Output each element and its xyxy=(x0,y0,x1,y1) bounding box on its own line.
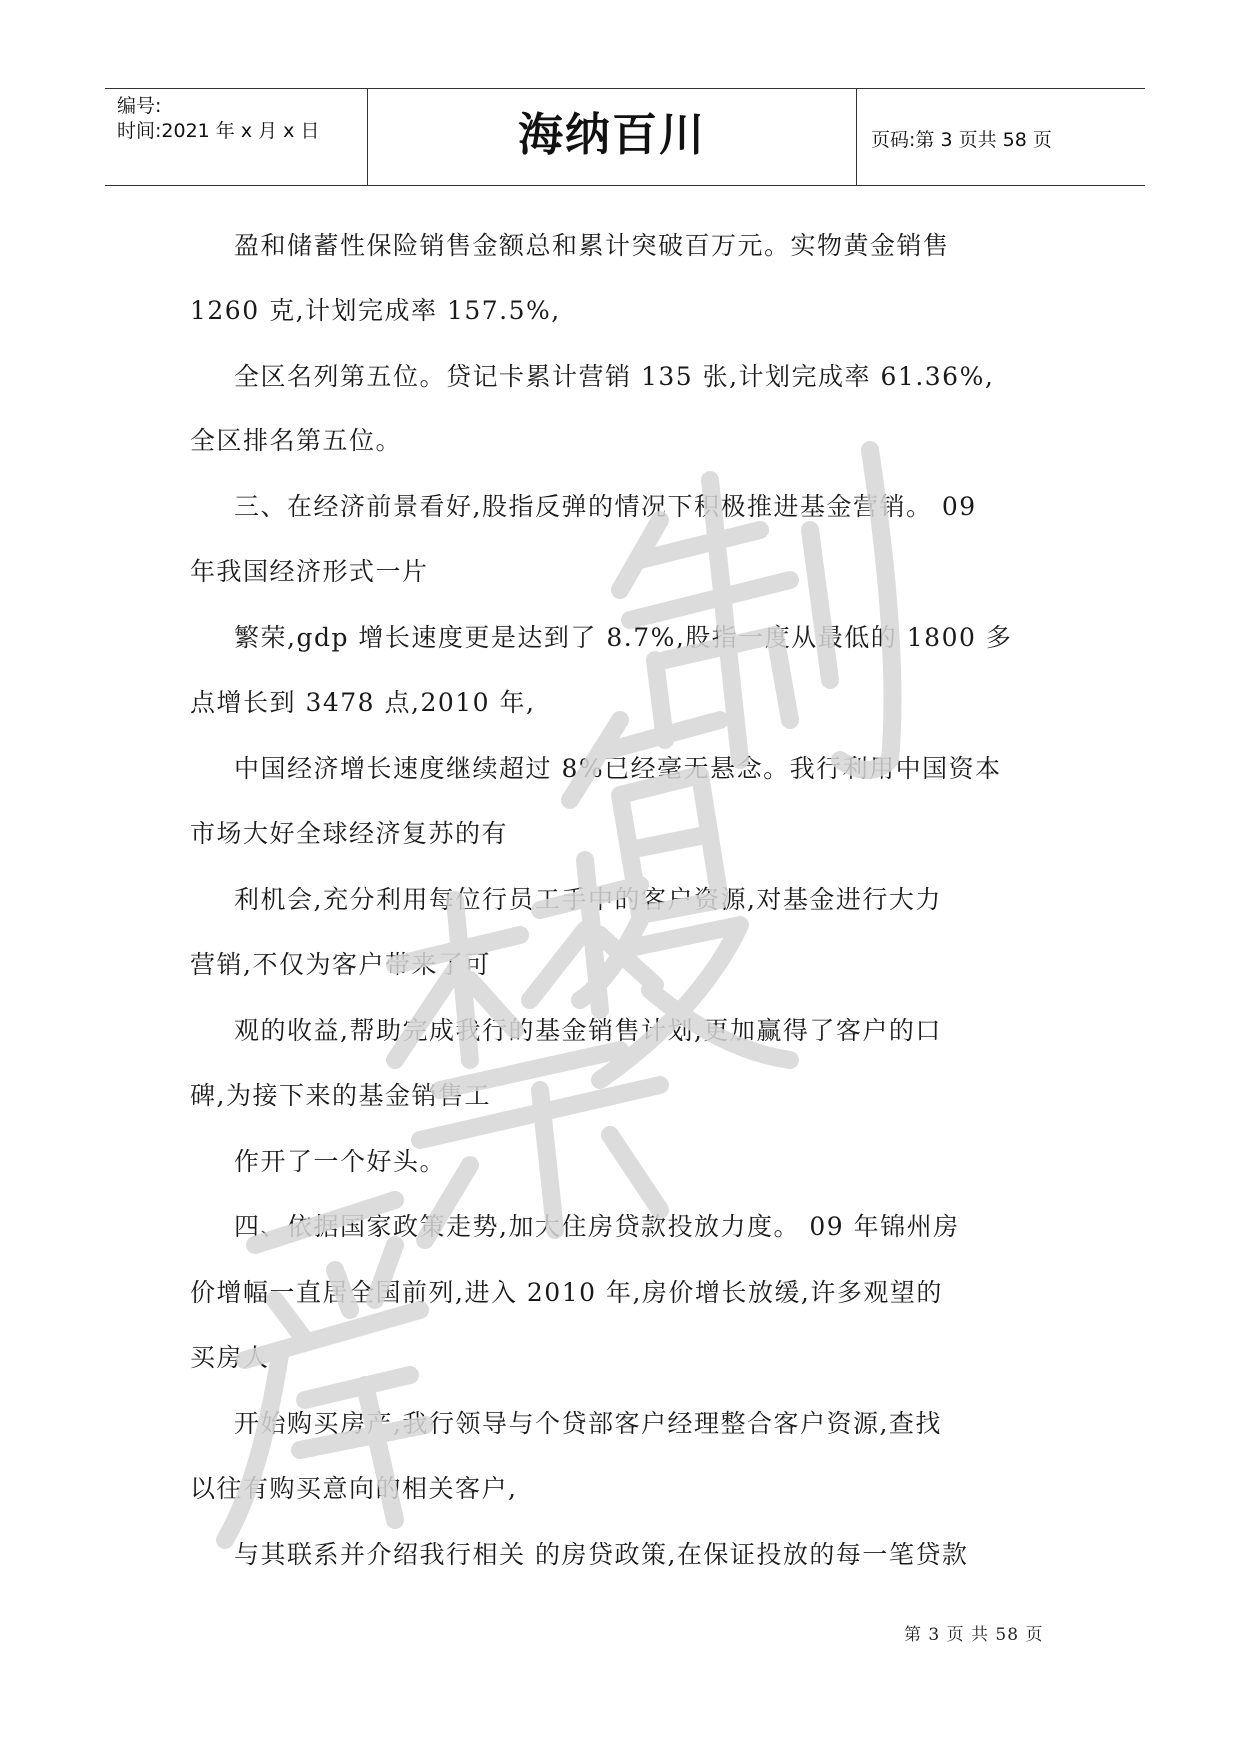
paragraph-line: 全区名列第五位。贷记卡累计营销 135 张,计划完成率 61.36%, xyxy=(234,362,995,391)
paragraph-line: 四、依据国家政策走势,加大住房贷款投放力度。 09 年锦州房 xyxy=(234,1212,960,1241)
brand-title: 海纳百川 xyxy=(517,108,706,161)
paragraph-line: 观的收益,帮助完成我行的基金销售计划,更加赢得了客户的口 xyxy=(234,1016,942,1045)
paragraph-line: 利机会,充分利用每位行员工手中的客户资源,对基金进行大力 xyxy=(234,885,942,914)
paragraph-line: 作开了一个好头。 xyxy=(234,1147,447,1176)
paragraph-line: 年我国经济形式一片 xyxy=(190,557,429,586)
paragraph-line: 市场大好全球经济复苏的有 xyxy=(190,819,509,848)
paragraph-line: 繁荣,gdp 增长速度更是达到了 8.7%,股指一度从最低的 1800 多 xyxy=(234,623,1013,652)
paragraph-line: 碑,为接下来的基金销售工 xyxy=(190,1081,491,1110)
paragraph-line: 价增幅一直居全国前列,进入 2010 年,房价增长放缓,许多观望的 xyxy=(190,1278,943,1307)
paragraph-line: 三、在经济前景看好,股指反弹的情况下积极推进基金营销。 09 xyxy=(234,492,977,521)
paragraph-line: 与其联系并介绍我行相关 的房贷政策,在保证投放的每一笔贷款 xyxy=(234,1540,969,1569)
paragraph-line: 买房人 xyxy=(190,1343,270,1372)
document-number-label: 编号: xyxy=(117,95,162,117)
paragraph-line: 营销,不仅为客户带来了可 xyxy=(190,950,491,979)
paragraph-line: 盈和储蓄性保险销售金额总和累计突破百万元。实物黄金销售 xyxy=(234,231,950,260)
document-time: 时间:2021 年 x 月 x 日 xyxy=(117,120,320,142)
paragraph-line: 开始购买房产,我行领导与个贷部客户经理整合客户资源,查找 xyxy=(234,1409,942,1438)
paragraph-line: 1260 克,计划完成率 157.5%, xyxy=(190,296,561,325)
paragraph-line: 以往有购买意向的相关客户, xyxy=(190,1474,518,1503)
page-code: 页码:第 3 页共 58 页 xyxy=(871,129,1052,151)
page-footer: 第 3 页 共 58 页 xyxy=(904,1625,1044,1645)
paragraph-line: 中国经济增长速度继续超过 8%已经毫无悬念。我行利用中国资本 xyxy=(234,754,1002,783)
paragraph-line: 全区排名第五位。 xyxy=(190,426,403,455)
paragraph-line: 点增长到 3478 点,2010 年, xyxy=(190,688,536,717)
